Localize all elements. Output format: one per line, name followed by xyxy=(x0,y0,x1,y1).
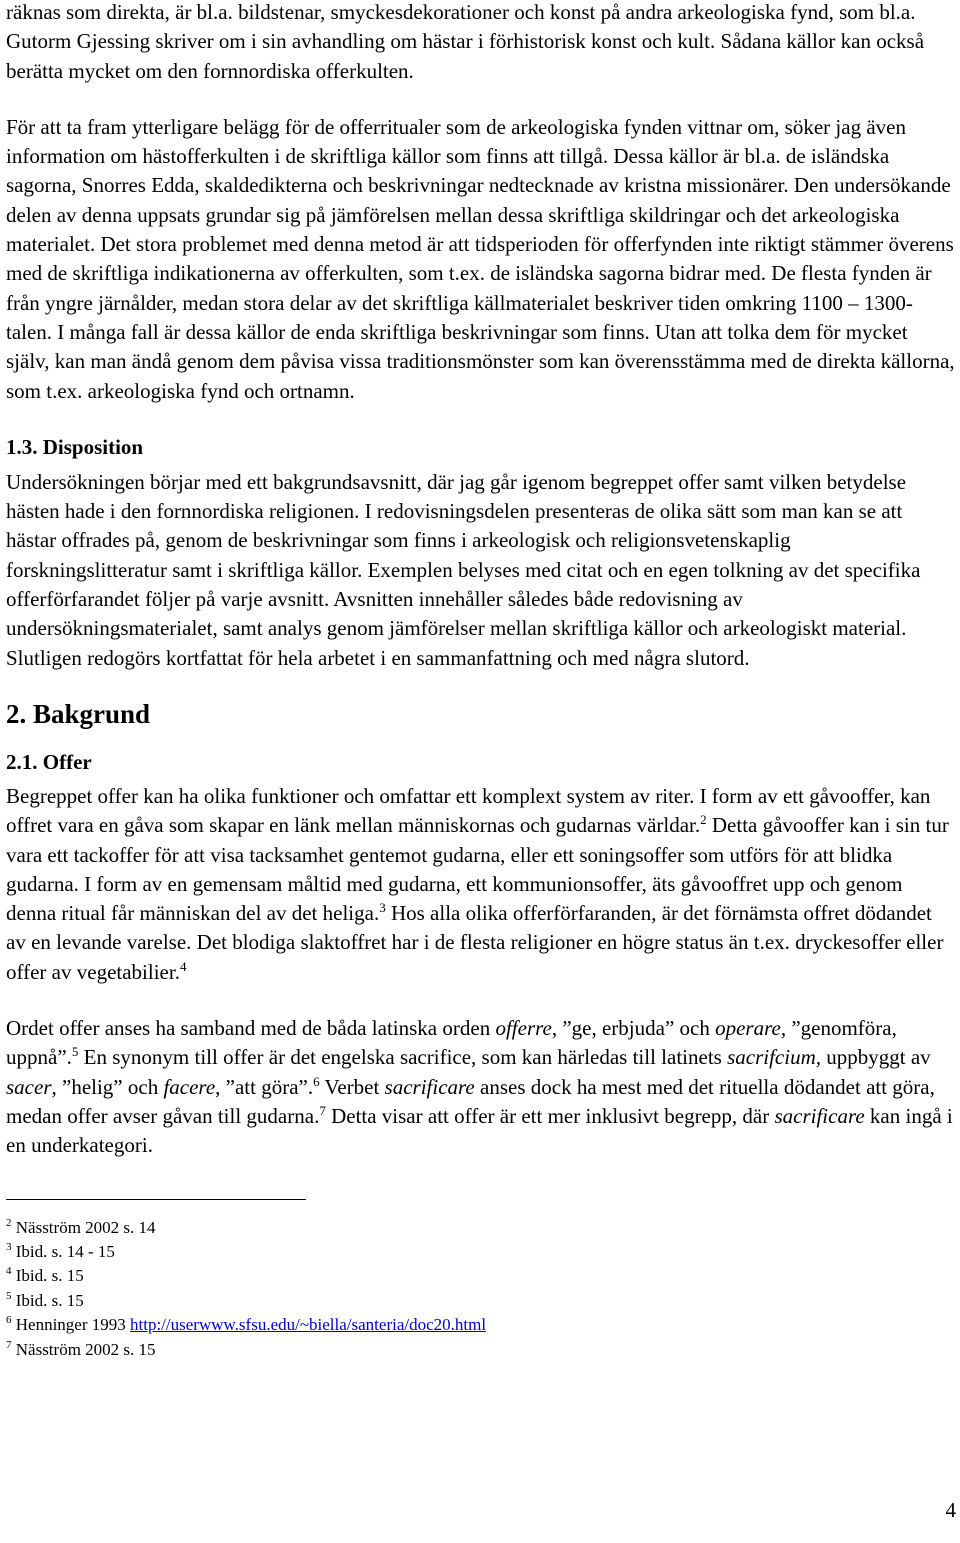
footnote-link[interactable]: http://userwww.sfsu.edu/~biella/santeria/doc20.html xyxy=(130,1315,487,1335)
paragraph-gap xyxy=(6,406,956,433)
italic-term: facere xyxy=(163,1074,216,1099)
page-number: 4 xyxy=(945,1498,956,1522)
footnote-number: 4 xyxy=(6,1265,12,1278)
italic-term: operare xyxy=(715,1016,781,1041)
footnote-text: Ibid. s. 15 xyxy=(11,1266,84,1286)
footnote-ref-7[interactable]: 7 xyxy=(319,1102,326,1118)
heading-bakgrund: 2. Bakgrund xyxy=(6,698,151,729)
text-run: , ”att göra”. xyxy=(215,1074,314,1099)
footnote-text: Ibid. s. 15 xyxy=(11,1290,84,1310)
italic-term: sacer xyxy=(6,1074,52,1099)
footnote-number: 2 xyxy=(6,1216,12,1229)
document-page xyxy=(6,0,956,1362)
text-run: Detta visar att offer är ett mer inklusivt begrepp, där xyxy=(325,1103,775,1128)
footnote xyxy=(6,1338,956,1362)
footnote-text: Henninger 1993 xyxy=(11,1315,131,1335)
footnote xyxy=(6,1313,956,1337)
footnote-text: Näsström 2002 s. 15 xyxy=(11,1339,156,1359)
footnote-ref-2[interactable]: 2 xyxy=(700,812,707,828)
footnote-number: 6 xyxy=(6,1314,12,1327)
heading-disposition: 1.3. Disposition xyxy=(6,434,144,459)
text-run: Detta gåvooffer kan i sin tur vara ett tackoffer för att visa tacksamhet gentemot gudarna, eller ett soningsoffer som utförs för att blidka gudarna. I form av en gemensam måltid med gudarna, ett kommunionsoffer, äts gåvooffret upp och genom denna ritual får människan del av det heliga. xyxy=(6,813,949,926)
text-run: , ”helig” och xyxy=(51,1074,164,1099)
footnote-text: Ibid. s. 14 - 15 xyxy=(11,1241,115,1261)
footnote-text: Näsström 2002 s. 14 xyxy=(11,1217,156,1237)
paragraph-intro-continued: räknas som direkta, är bl.a. bildstenar, smyckesdekorationer och konst på andra arkeologiska fynd, som bl.a. Gutorm Gjessing skriver om i sin avhandling om hästar i förhistorisk konst och kult. Sådana källor kan också berätta mycket om den fornnordiska offerkulten. xyxy=(6,0,925,83)
paragraph-gap xyxy=(6,673,956,696)
italic-term: sacrificare xyxy=(384,1074,475,1099)
paragraph-sources: För att ta fram ytterligare belägg för de offerritualer som de arkeologiska fynden vittnar om, söker jag även information om hästofferkulten i de skriftliga källor som finns att tillgå. Dessa källor är bl.a. de isländska sagorna, Snorres Edda, skaldedikterna och beskrivningar nedtecknade av kristna missionärer. Den undersökande delen av denna uppsats grundar sig på jämförelsen mellan dessa skriftliga skildringar och det arkeologiska materialet. Det stora problemet med denna metod är att tidsperioden för offerfynden inte riktigt stämmer överens med de skriftliga indikationerna av offerkulten, som t.ex. de isländska sagorna bidrar med. De flesta fynden är från yngre järnålder, medan stora delar av det skriftliga källmaterialet beskriver tiden omkring 1100 – 1300-talen. I många fall är dessa källor de enda skriftliga beskrivningar som finns. Utan att tolka dem för mycket själv, kan man ändå genom dem påvisa vissa traditionsmönster som kan överensstämma med de direkta källorna, som t.ex. arkeologiska fynd och ortnamn. xyxy=(6,114,955,403)
text-run: kan ingå i en underkategori. xyxy=(6,1103,953,1158)
footnote-ref-6[interactable]: 6 xyxy=(313,1073,320,1089)
text-run: anses dock ha mest med det rituella dödandet att göra, medan offer avser gåvan till gudarna. xyxy=(6,1074,935,1128)
footnote xyxy=(6,1240,956,1264)
footnote-number: 3 xyxy=(6,1240,12,1253)
paragraph-disposition: Undersökningen börjar med ett bakgrundsavsnitt, där jag går igenom begreppet offer samt vilken betydelse hästen hade i den fornnordiska religionen. I redovisningsdelen presenteras de olika sätt som man kan se att hästar offrades på, genom de beskrivningar som finns i arkeologisk och religionsvetenskaplig forskningslitteratur samt i skriftliga källor. Exemplen belyses med citat och en egen tolkning av det specifika offerförfarandet följer på varje avsnitt. Avsnitten innehåller således både redovisning av undersökningsmaterialet, samt analys genom jämförelser mellan skriftliga källor och arkeologiskt material. Slutligen redogörs kortfattat för hela arbetet i en sammanfattning och med några slutord. xyxy=(6,469,921,670)
footnote-number: 7 xyxy=(6,1338,12,1351)
footnote-separator xyxy=(6,1199,306,1200)
text-run: Verbet xyxy=(319,1074,385,1099)
text-run: , ”ge, erbjuda” och xyxy=(551,1016,716,1041)
italic-term: sacrifcium, xyxy=(727,1045,821,1070)
footnote xyxy=(6,1216,956,1240)
footnote-ref-4[interactable]: 4 xyxy=(179,958,187,974)
text-run: En synonym till offer är det engelska sacrifice, som kan härledas till latinets xyxy=(78,1045,728,1070)
heading-offer: 2.1. Offer xyxy=(6,749,92,774)
paragraph-gap xyxy=(6,86,956,113)
footnote xyxy=(6,1289,956,1313)
heading-spacer xyxy=(6,732,956,748)
text-run: uppbyggt av xyxy=(821,1045,931,1070)
text-run: Hos alla olika offerförfaranden, är det förnämsta offret dödandet av en levande varelse. Det blodiga slaktoffret har i de flesta religioner en högre status än t.ex. dryckesoffer eller offer av vegetabilier. xyxy=(6,901,944,984)
footnote xyxy=(6,1264,956,1288)
text-run: , ”genomföra, uppnå”. xyxy=(6,1016,897,1070)
italic-term: offerre xyxy=(495,1016,552,1041)
text-run: Begreppet offer kan ha olika funktioner och omfattar ett komplext system av riter. I form av ett gåvooffer, kan offret vara en gåva som skapar en länk mellan människornas och gudarnas världar. xyxy=(6,783,931,838)
text-run: Ordet offer anses ha samband med de båda latinska orden xyxy=(6,1016,496,1041)
italic-term: sacrificare xyxy=(774,1103,865,1128)
footnote-number: 5 xyxy=(6,1289,12,1302)
paragraph-offer-2 xyxy=(6,1014,956,1160)
paragraph-offer-1 xyxy=(6,782,956,987)
paragraph-gap xyxy=(6,987,956,1014)
footnote-ref-3[interactable]: 3 xyxy=(379,900,386,916)
footnote-ref-5[interactable]: 5 xyxy=(71,1044,79,1060)
